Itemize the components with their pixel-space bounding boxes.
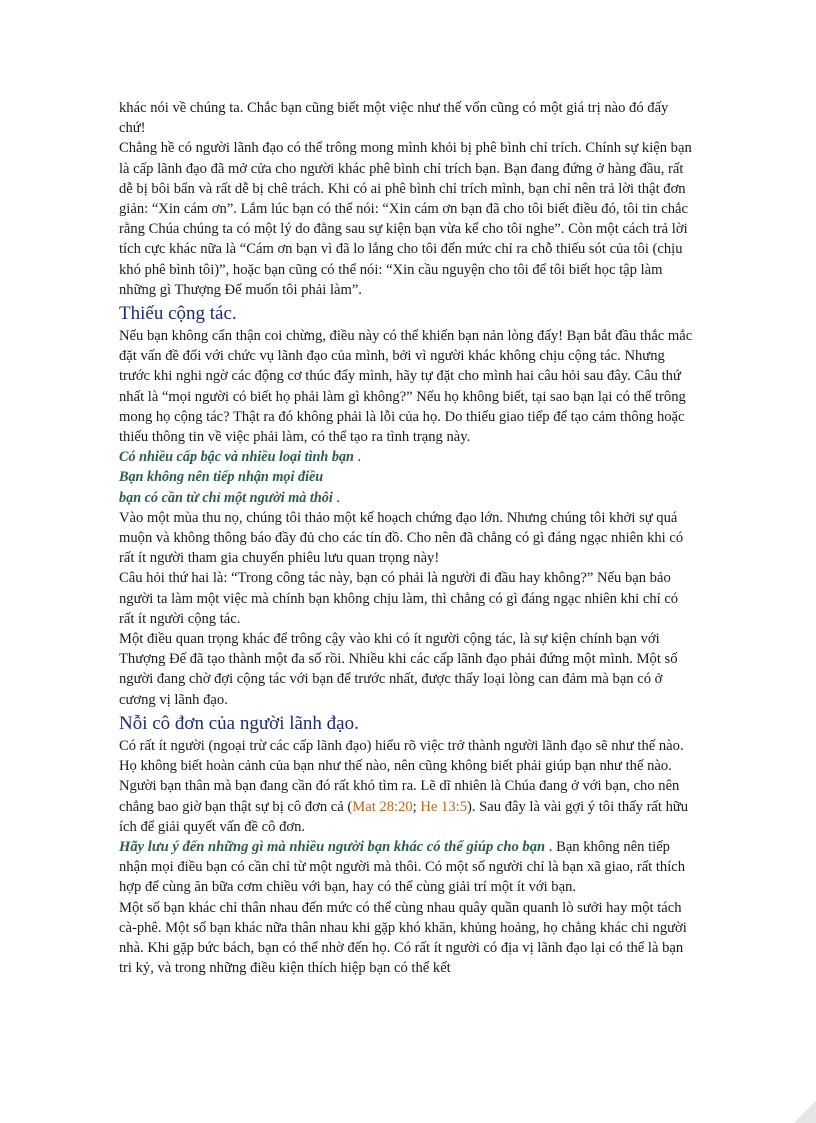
page-corner-fold (794, 1101, 816, 1123)
subheading-from-one-person-tail: . (332, 489, 340, 506)
paragraph-majority-with-god: Một điều quan trọng khác để trông cậy vào khi có ít người cộng tác, là sự kiện chính bạn với Thượng Đế đã tạo thành một đa số rồi. Nhiều khi các cấp lãnh đạo phải đứng một mình. Một số người đang chờ đợi cộng tác với bạn để trước nhất, được thấy loại lòng can đảm mà bạn có ở cương vị lãnh đạo. (119, 631, 678, 708)
loneliness-text: Có rất ít người (ngoại trừ các cấp lãnh đạo) hiểu rõ việc trở thành người lãnh đạo sẽ như thế nào. Họ không biết hoàn cảnh của bạn như thế nào, nên cũng không biết phải giúp bạn như thế nào. Người bạn thân mà bạn đang cần đó rất khó tìm ra. Lẽ dĩ nhiên là Chúa đang ở với bạn, cho nên chẳng bao giờ bạn thật sự bị cô đơn cả ( (119, 737, 684, 815)
paragraph-autumn-plan: Vào một mùa thu nọ, chúng tôi thảo một kế hoạch chứng đạo lớn. Nhưng chúng tôi khởi sự quá muộn và không thông báo đầy đủ cho các tín đồ. Cho nên đã chẳng có gì đáng ngạc nhiên khi có rất ít người tham gia chuyến phiêu lưu quan trọng này! (119, 509, 684, 567)
paragraph-friend-levels: Một số bạn khác chỉ thân nhau đến mức có thể cùng nhau quây quần quanh lò sưởi hay một tách cà-phê. Một số bạn khác nữa thân nhau khi gặp khó khăn, khủng hoảng, họ chẳng khác chi người nhà. Khi gặp bức bách, bạn có thể nhờ đến họ. Có rất ít người có địa vị lãnh đạo lại có thể là bạn tri kỷ, và trong những điều kiện thích hiệp bạn có thể kết (119, 899, 687, 977)
heading-loneliness-of-leader: Nỗi cô đơn của người lãnh đạo. (119, 712, 359, 734)
reference-mat-28-20[interactable]: Mat 28:20 (352, 798, 413, 815)
subheading-not-everything: Bạn không nên tiếp nhận mọi điều (119, 469, 324, 486)
paragraph-criticism: Chẳng hề có người lãnh đạo có thể trông mong mình khỏi bị phê bình chỉ trích. Chính sự kiện bạn là cấp lãnh đạo đã mở cửa cho người khác phê bình chỉ trích bạn. Bạn đang đứng ở hàng đầu, rất dễ bị bôi bẩn và rất dễ bị chê trách. Khi có ai phê bình chỉ trích mình, bạn chỉ nên trả lời thật đơn giản: “Xin cám ơn”. Lắm lúc bạn có thể nói: “Xin cám ơn bạn đã cho tôi biết điều đó, tôi tin chắc rằng Chúa chúng ta có một lý do đằng sau sự kiện bạn vừa kể cho tôi nghe”. Còn một cách trả lời tích cực khác nữa là “Cám ơn bạn vì đã lo lắng cho tôi đến mức chỉ ra chỗ thiếu sót của tôi (chịu khó phê bình tôi)”, hoặc bạn cũng có thể nói: “Xin cầu nguyện cho tôi để tôi biết học tập làm những gì Thượng Đế muốn tôi phải làm”. (119, 140, 692, 298)
subheading-friendship-levels-tail: . (353, 449, 362, 466)
loneliness-text-end: ). Sau đây là vài gợi ý tôi thấy rất hữu ích để giải quyết vấn đề cô đơn. (119, 798, 689, 835)
paragraph-many-friends (119, 837, 696, 898)
reference-separator: ; (412, 798, 421, 815)
many-friends-text: . Bạn không nên tiếp nhận mọi điều bạn có cần chỉ từ một người mà thôi. Có một số người chỉ là bạn xã giao, rất thích hợp để cùng ăn bữa cơm chiều với bạn, hay có thể cùng giải trí một ít với bạn. (119, 838, 686, 896)
subheading-friendship-levels (119, 447, 696, 467)
reference-he-13-5[interactable]: He 13:5 (420, 798, 467, 815)
subheading-friendship-levels-text: Có nhiều cấp bậc và nhiều loại tình bạn (119, 449, 354, 466)
subheading-from-one-person (119, 488, 696, 508)
paragraph-intro-tail: khác nói về chúng ta. Chắc bạn cũng biết một việc như thế vốn cũng có một giá trị nào đó đấy chứ! (119, 100, 669, 137)
paragraph-second-question: Câu hỏi thứ hai là: “Trong công tác này, bạn có phải là người đi đầu hay không?” Nếu bạn bảo người ta làm một việc mà chính bạn không chịu làm, thì chẳng có gì đáng ngạc nhiên khi chỉ có rất ít người cộng tác. (119, 570, 679, 627)
paragraph-cooperation-intro: Nếu bạn không cẩn thận coi chừng, điều này có thể khiến bạn nản lòng đấy! Bạn bắt đầu thắc mắc đặt vấn đề đối với chức vụ lãnh đạo của mình, bởi vì người khác không chịu cộng tác. Nhưng trước khi nghi ngờ các động cơ thúc đẩy mình, hãy tự đặt cho mình hai câu hỏi sau đây. Câu thứ nhất là “mọi người có biết họ phải làm gì không?” Nếu họ không biết, tại sao bạn lại có thể trông mong họ cộng tác? Thật ra đó không phải là lỗi của họ. Do thiếu giao tiếp để tạo cảm thông hoặc thiếu thông tin về việc phải làm, có thể tạo ra tình trạng này. (119, 328, 693, 446)
subheading-from-one-person-text: bạn có cần từ chỉ một người mà thôi (119, 489, 333, 506)
paragraph-loneliness (119, 736, 696, 837)
heading-lack-of-cooperation: Thiếu cộng tác. (119, 303, 237, 325)
emphasis-many-friends: Hãy lưu ý đến những gì mà nhiều người bạn khác có thể giúp cho bạn (119, 838, 546, 855)
